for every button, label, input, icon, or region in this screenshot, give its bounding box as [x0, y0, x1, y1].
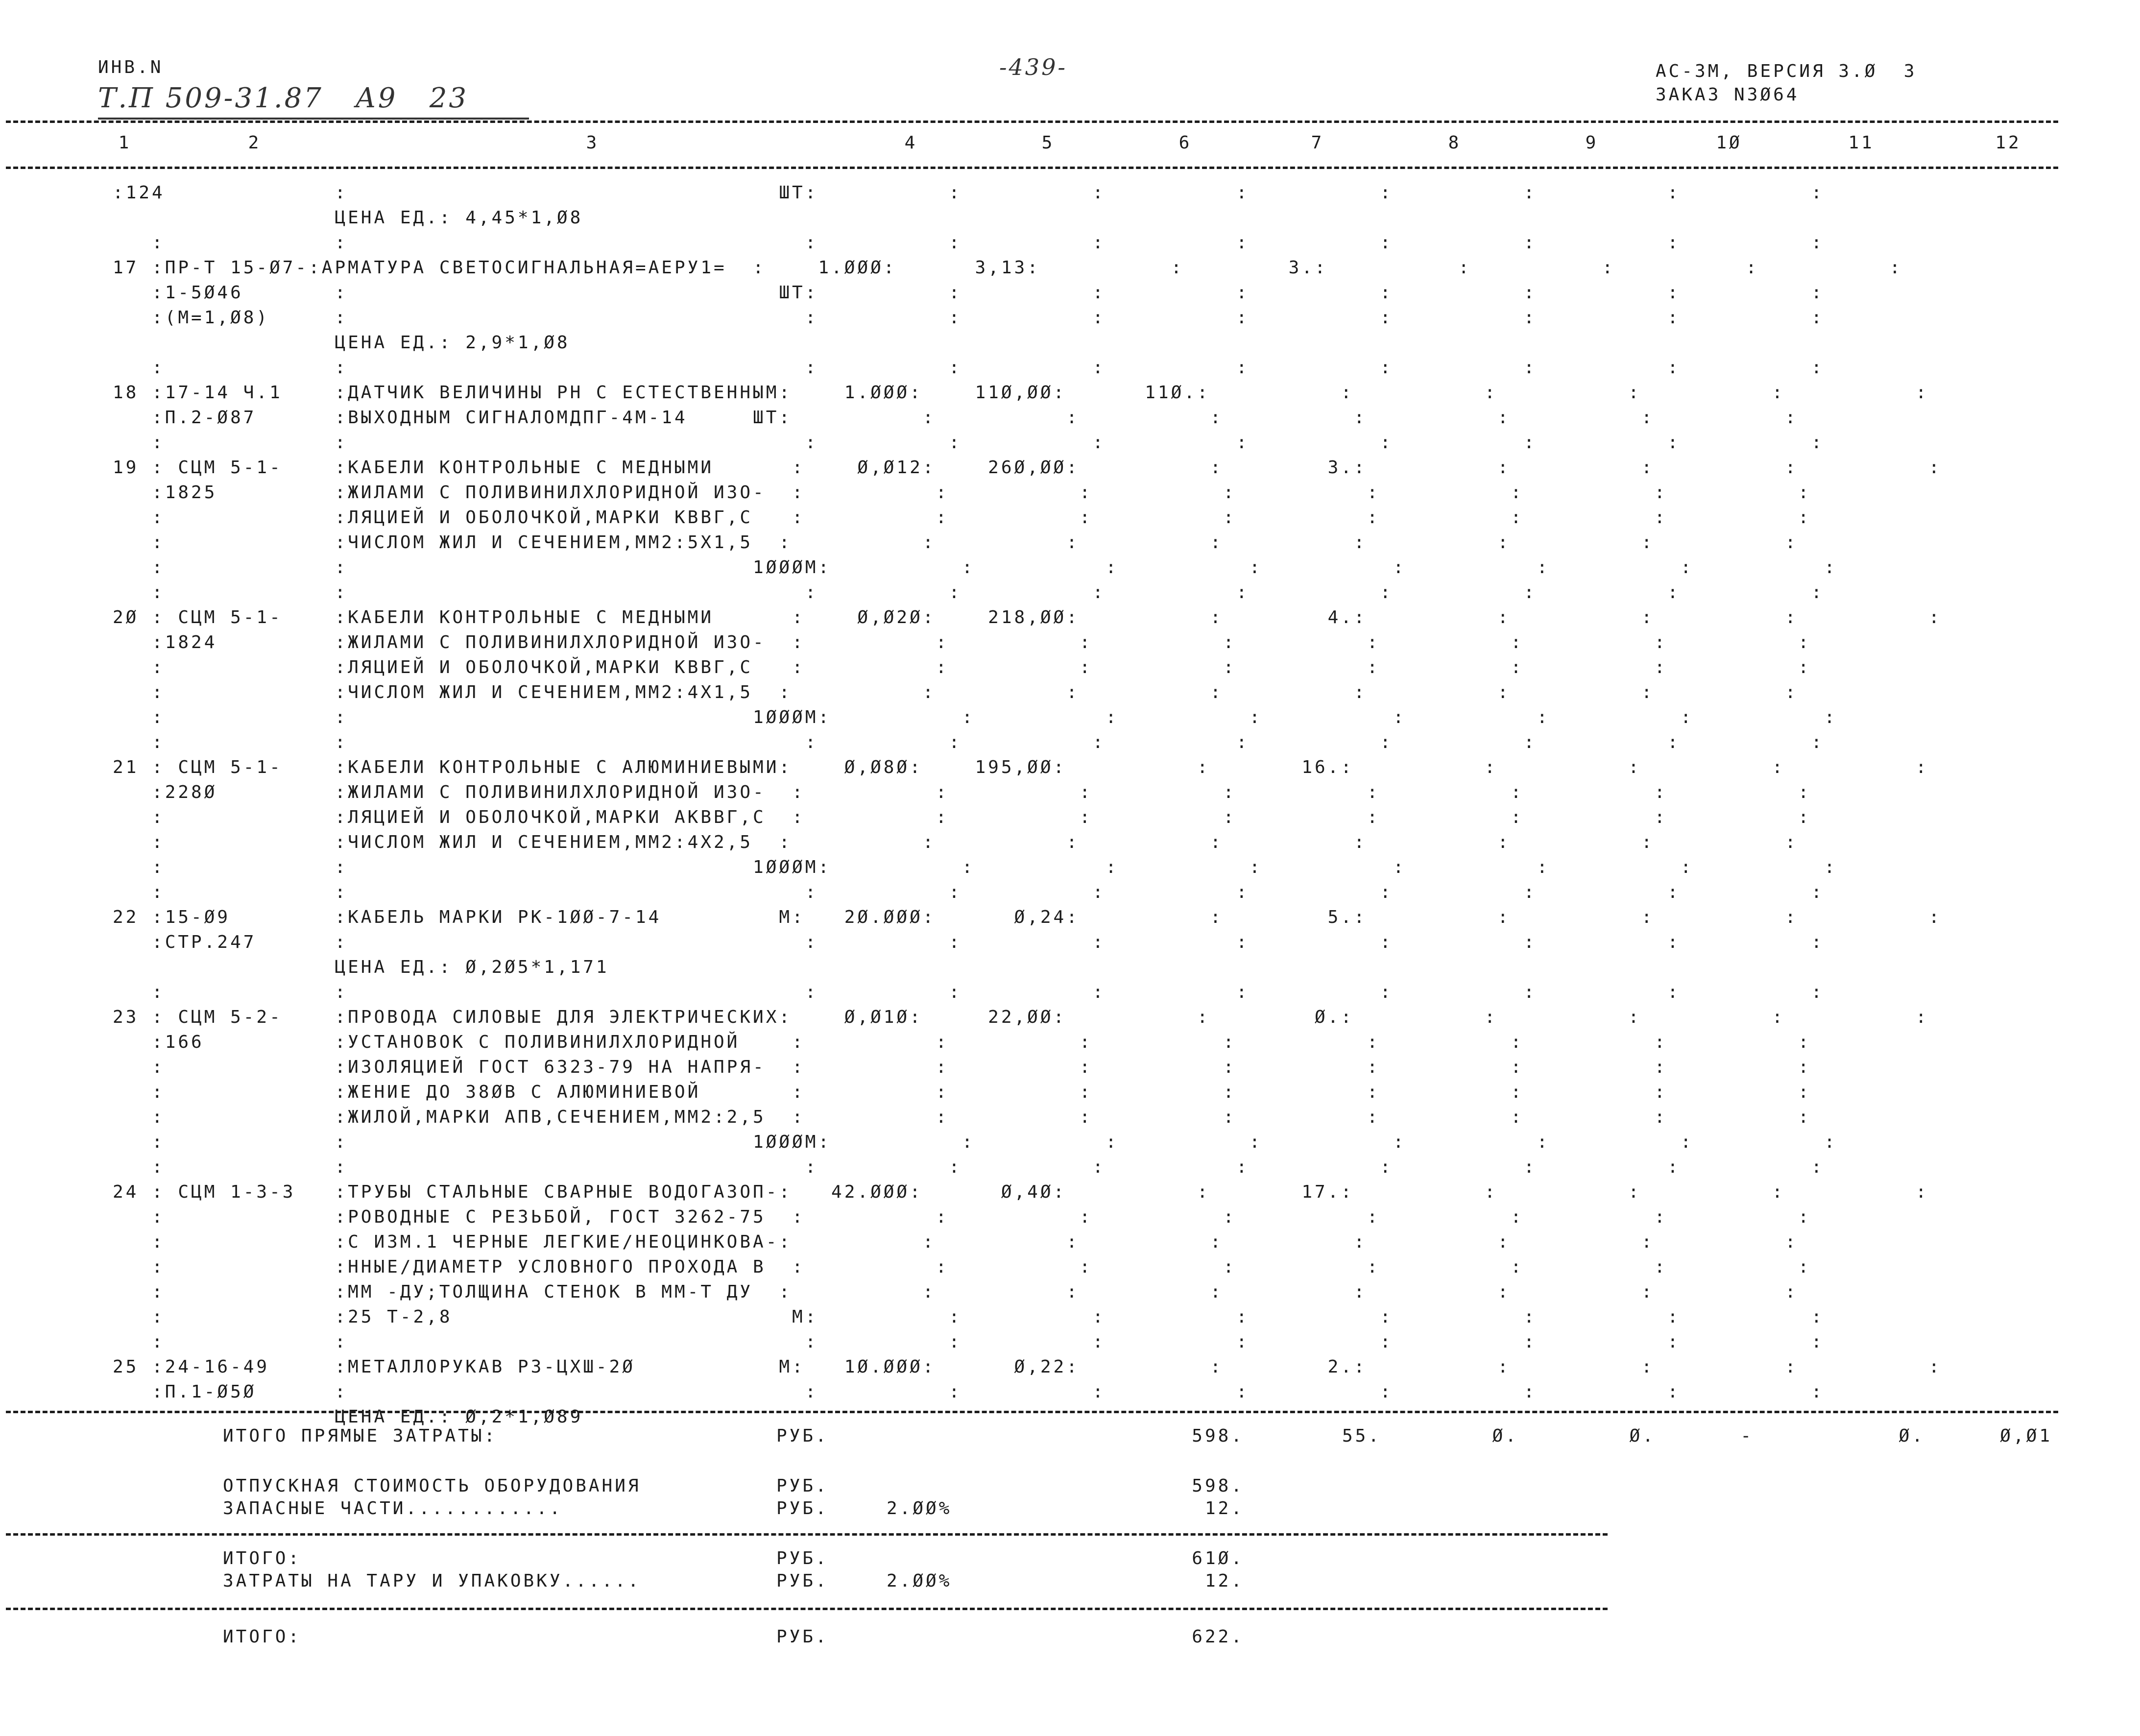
direct-total-col12: Ø,Ø1	[2000, 1426, 2052, 1446]
column-header: 4	[904, 133, 918, 153]
column-header: 5	[1041, 133, 1055, 153]
column-header: 7	[1311, 133, 1324, 153]
estimate-line: ЦЕНА ЕД.: Ø,2*1,Ø89	[113, 1407, 583, 1427]
estimate-line: : :ННЫЕ/ДИАМЕТР УСЛОВНОГО ПРОХОДА В : : : : : : : :	[113, 1257, 1811, 1277]
final-total-value: 622.	[1192, 1627, 1244, 1647]
estimate-line: : : : : : : : : : :	[113, 882, 1825, 902]
estimate-body	[113, 180, 1942, 1429]
estimate-line: 19 : СЦМ 5-1- :КАБЕЛИ КОНТРОЛЬНЫЕ С МЕДНЫМИ : Ø,Ø12: 26Ø,ØØ: : 3.: : : : :	[113, 458, 1942, 478]
estimate-line: : : 1ØØØМ: : : : : : : :	[113, 557, 1837, 578]
estimate-line: : : : : : : : : : :	[113, 982, 1825, 1002]
estimate-line: : : : : : : : : : :	[113, 1332, 1825, 1352]
estimate-line: : : 1ØØØМ: : : : : : : :	[113, 707, 1837, 727]
estimate-line: : :ЛЯЦИЕЙ И ОБОЛОЧКОЙ,МАРКИ КВВГ,С : : : : : : : :	[113, 507, 1811, 528]
estimate-line: 24 : СЦМ 1-3-3 :ТРУБЫ СТАЛЬНЫЕ СВАРНЫЕ ВОДОГАЗОП-: 42.ØØØ: Ø,4Ø: : 17.: : : : :	[113, 1182, 1929, 1202]
estimate-line: : :РОВОДНЫЕ С РЕЗЬБОЙ, ГОСТ 3262-75 : : : : : : : :	[113, 1207, 1811, 1227]
final-total-rule	[6, 1608, 1608, 1610]
estimate-line: : : : : : : : : : :	[113, 358, 1825, 378]
estimate-line: :П.1-Ø5Ø : : : : : : : : :	[113, 1382, 1825, 1402]
estimate-line: : : : : : : : : : :	[113, 732, 1825, 752]
handwritten-underline	[98, 118, 529, 120]
estimate-line: 18 :17-14 Ч.1 :ДАТЧИК ВЕЛИЧИНЫ РН С ЕСТЕСТВЕННЫМ: 1.ØØØ: 11Ø,ØØ: 11Ø.: : : : : :	[113, 383, 1929, 403]
packaging-unit: РУБ.	[776, 1571, 829, 1591]
column-header: 1	[118, 133, 132, 153]
estimate-line: :П.2-Ø87 :ВЫХОДНЫМ СИГНАЛОМДПГ-4М-14 ШТ: : : : : : : :	[113, 408, 1798, 428]
estimate-line: :1-5Ø46 : ШТ: : : : : : : :	[113, 283, 1825, 303]
subtotal-unit: РУБ.	[776, 1548, 829, 1568]
column-header-row	[0, 132, 2140, 157]
estimate-line: ЦЕНА ЕД.: 4,45*1,Ø8	[113, 208, 583, 228]
estimate-line: :124 : ШТ: : : : : : : :	[113, 183, 1825, 203]
software-version: АС-3М, ВЕРСИЯ 3.Ø 3	[1656, 61, 1917, 81]
estimate-line: 2Ø : СЦМ 5-1- :КАБЕЛИ КОНТРОЛЬНЫЕ С МЕДНЫМИ : Ø,Ø2Ø: 218,ØØ: : 4.: : : : :	[113, 607, 1942, 627]
estimate-line: 22 :15-Ø9 :КАБЕЛЬ МАРКИ РК-1ØØ-7-14 М: 2Ø.ØØØ: Ø,24: : 5.: : : : :	[113, 907, 1942, 927]
direct-total-col11: Ø.	[1899, 1426, 1925, 1446]
direct-total-col7: 55.	[1342, 1426, 1381, 1446]
direct-total-col6: 598.	[1192, 1426, 1244, 1446]
equipment-cost-label: ОТПУСКНАЯ СТОИМОСТЬ ОБОРУДОВАНИЯ	[223, 1476, 641, 1496]
estimate-line: : :ЛЯЦИЕЙ И ОБОЛОЧКОЙ,МАРКИ КВВГ,С : : : : : : : :	[113, 657, 1811, 677]
column-header: 12	[1995, 133, 2021, 153]
estimate-line: :1824 :ЖИЛАМИ С ПОЛИВИНИЛХЛОРИДНОЙ ИЗО- : : : : : : : :	[113, 632, 1811, 652]
estimate-line: :228Ø :ЖИЛАМИ С ПОЛИВИНИЛХЛОРИДНОЙ ИЗО- : : : : : : : :	[113, 782, 1811, 802]
estimate-line: : :ММ -ДУ;ТОЛЩИНА СТЕНОК В ММ-Т ДУ : : : : : : : :	[113, 1282, 1798, 1302]
header-bottom-rule	[6, 167, 2058, 169]
estimate-line: : :ЧИСЛОМ ЖИЛ И СЕЧЕНИЕМ,ММ2:4Х2,5 : : : : : : : :	[113, 832, 1798, 852]
subtotal-rule	[6, 1533, 1608, 1536]
column-header: 9	[1585, 133, 1599, 153]
spare-parts-label: ЗАПАСНЫЕ ЧАСТИ............	[223, 1498, 563, 1519]
column-header: 11	[1848, 133, 1875, 153]
estimate-line: : : 1ØØØМ: : : : : : : :	[113, 1132, 1837, 1152]
estimate-line: :(М=1,Ø8) : : : : : : : : :	[113, 308, 1825, 328]
estimate-line: : :25 Т-2,8 М: : : : : : : :	[113, 1307, 1825, 1327]
column-header: 3	[586, 133, 600, 153]
direct-costs-label: ИТОГО ПРЯМЫЕ ЗАТРАТЫ:	[223, 1426, 498, 1446]
inventory-label: ИНВ.N	[98, 57, 164, 77]
spare-parts-percent: 2.ØØ%	[887, 1498, 952, 1519]
estimate-line: : : : : : : : : : :	[113, 433, 1825, 453]
column-header: 8	[1448, 133, 1462, 153]
subtotal-value: 61Ø.	[1192, 1548, 1244, 1568]
header-top-rule	[6, 121, 2058, 123]
estimate-line: : :ЧИСЛОМ ЖИЛ И СЕЧЕНИЕМ,ММ2:4Х1,5 : : : : : : : :	[113, 682, 1798, 702]
packaging-label: ЗАТРАТЫ НА ТАРУ И УПАКОВКУ......	[223, 1571, 641, 1591]
direct-costs-unit: РУБ.	[776, 1426, 829, 1446]
totals-rule	[6, 1411, 2058, 1413]
estimate-line: : :ЛЯЦИЕЙ И ОБОЛОЧКОЙ,МАРКИ АКВВГ,С : : : : : : : :	[113, 807, 1811, 827]
estimate-line: :СТР.247 : : : : : : : : :	[113, 932, 1825, 952]
estimate-line: : :ЧИСЛОМ ЖИЛ И СЕЧЕНИЕМ,ММ2:5Х1,5 : : : : : : : :	[113, 532, 1798, 553]
subtotal-label: ИТОГО:	[223, 1548, 302, 1568]
direct-total-col9: Ø.	[1629, 1426, 1656, 1446]
packaging-percent: 2.ØØ%	[887, 1571, 952, 1591]
estimate-line: : : : : : : : : : :	[113, 233, 1825, 253]
estimate-line: 21 : СЦМ 5-1- :КАБЕЛИ КОНТРОЛЬНЫЕ С АЛЮМИНИЕВЫМИ: Ø,Ø8Ø: 195,ØØ: : 16.: : : : :	[113, 757, 1929, 777]
estimate-line: : :ЖЕНИЕ ДО 38ØВ С АЛЮМИНИЕВОЙ : : : : : : : :	[113, 1082, 1811, 1102]
spare-parts-value: 12.	[1204, 1498, 1244, 1519]
estimate-line: : : 1ØØØМ: : : : : : : :	[113, 857, 1837, 877]
column-header: 1Ø	[1716, 133, 1742, 153]
order-number: ЗАКАЗ N3Ø64	[1656, 85, 1800, 105]
equipment-cost-value: 598.	[1192, 1476, 1244, 1496]
estimate-line: : : : : : : : : : :	[113, 582, 1825, 603]
estimate-line: : : : : : : : : : :	[113, 1157, 1825, 1177]
estimate-line: 25 :24-16-49 :МЕТАЛЛОРУКАВ РЗ-ЦХШ-2Ø М: 1Ø.ØØØ: Ø,22: : 2.: : : : :	[113, 1357, 1942, 1377]
column-header: 2	[248, 133, 262, 153]
final-total-unit: РУБ.	[776, 1627, 829, 1647]
estimate-line: ЦЕНА ЕД.: Ø,2Ø5*1,171	[113, 957, 609, 977]
column-header: 6	[1178, 133, 1192, 153]
final-total-label: ИТОГО:	[223, 1627, 302, 1647]
spare-parts-unit: РУБ.	[776, 1498, 829, 1519]
estimate-line: :1825 :ЖИЛАМИ С ПОЛИВИНИЛХЛОРИДНОЙ ИЗО- : : : : : : : :	[113, 482, 1811, 503]
equipment-cost-unit: РУБ.	[776, 1476, 829, 1496]
estimate-line: ЦЕНА ЕД.: 2,9*1,Ø8	[113, 333, 570, 353]
estimate-line: 17 :ПР-Т 15-Ø7-:АРМАТУРА СВЕТОСИГНАЛЬНАЯ=АЕРУ1= : 1.ØØØ: 3,13: : 3.: : : : :	[113, 258, 1903, 278]
handwritten-project-code: Т.П 509-31.87 А9 23	[98, 82, 469, 114]
packaging-value: 12.	[1204, 1571, 1244, 1591]
estimate-line: : :ИЗОЛЯЦИЕЙ ГОСТ 6323-79 НА НАПРЯ- : : : : : : : :	[113, 1057, 1811, 1077]
estimate-line: 23 : СЦМ 5-2- :ПРОВОДА СИЛОВЫЕ ДЛЯ ЭЛЕКТРИЧЕСКИХ: Ø,Ø1Ø: 22,ØØ: : Ø.: : : : :	[113, 1007, 1929, 1027]
direct-total-col10: -	[1740, 1426, 1754, 1446]
direct-total-col8: Ø.	[1492, 1426, 1518, 1446]
estimate-line: : :ЖИЛОЙ,МАРКИ АПВ,СЕЧЕНИЕМ,ММ2:2,5 : : : : : : : :	[113, 1107, 1811, 1127]
page-number: -439-	[999, 54, 1067, 80]
estimate-line: : :С ИЗМ.1 ЧЕРНЫЕ ЛЕГКИЕ/НЕОЦИНКОВА-: : : : : : : :	[113, 1232, 1798, 1252]
estimate-line: :166 :УСТАНОВОК С ПОЛИВИНИЛХЛОРИДНОЙ : : : : : : : :	[113, 1032, 1811, 1052]
